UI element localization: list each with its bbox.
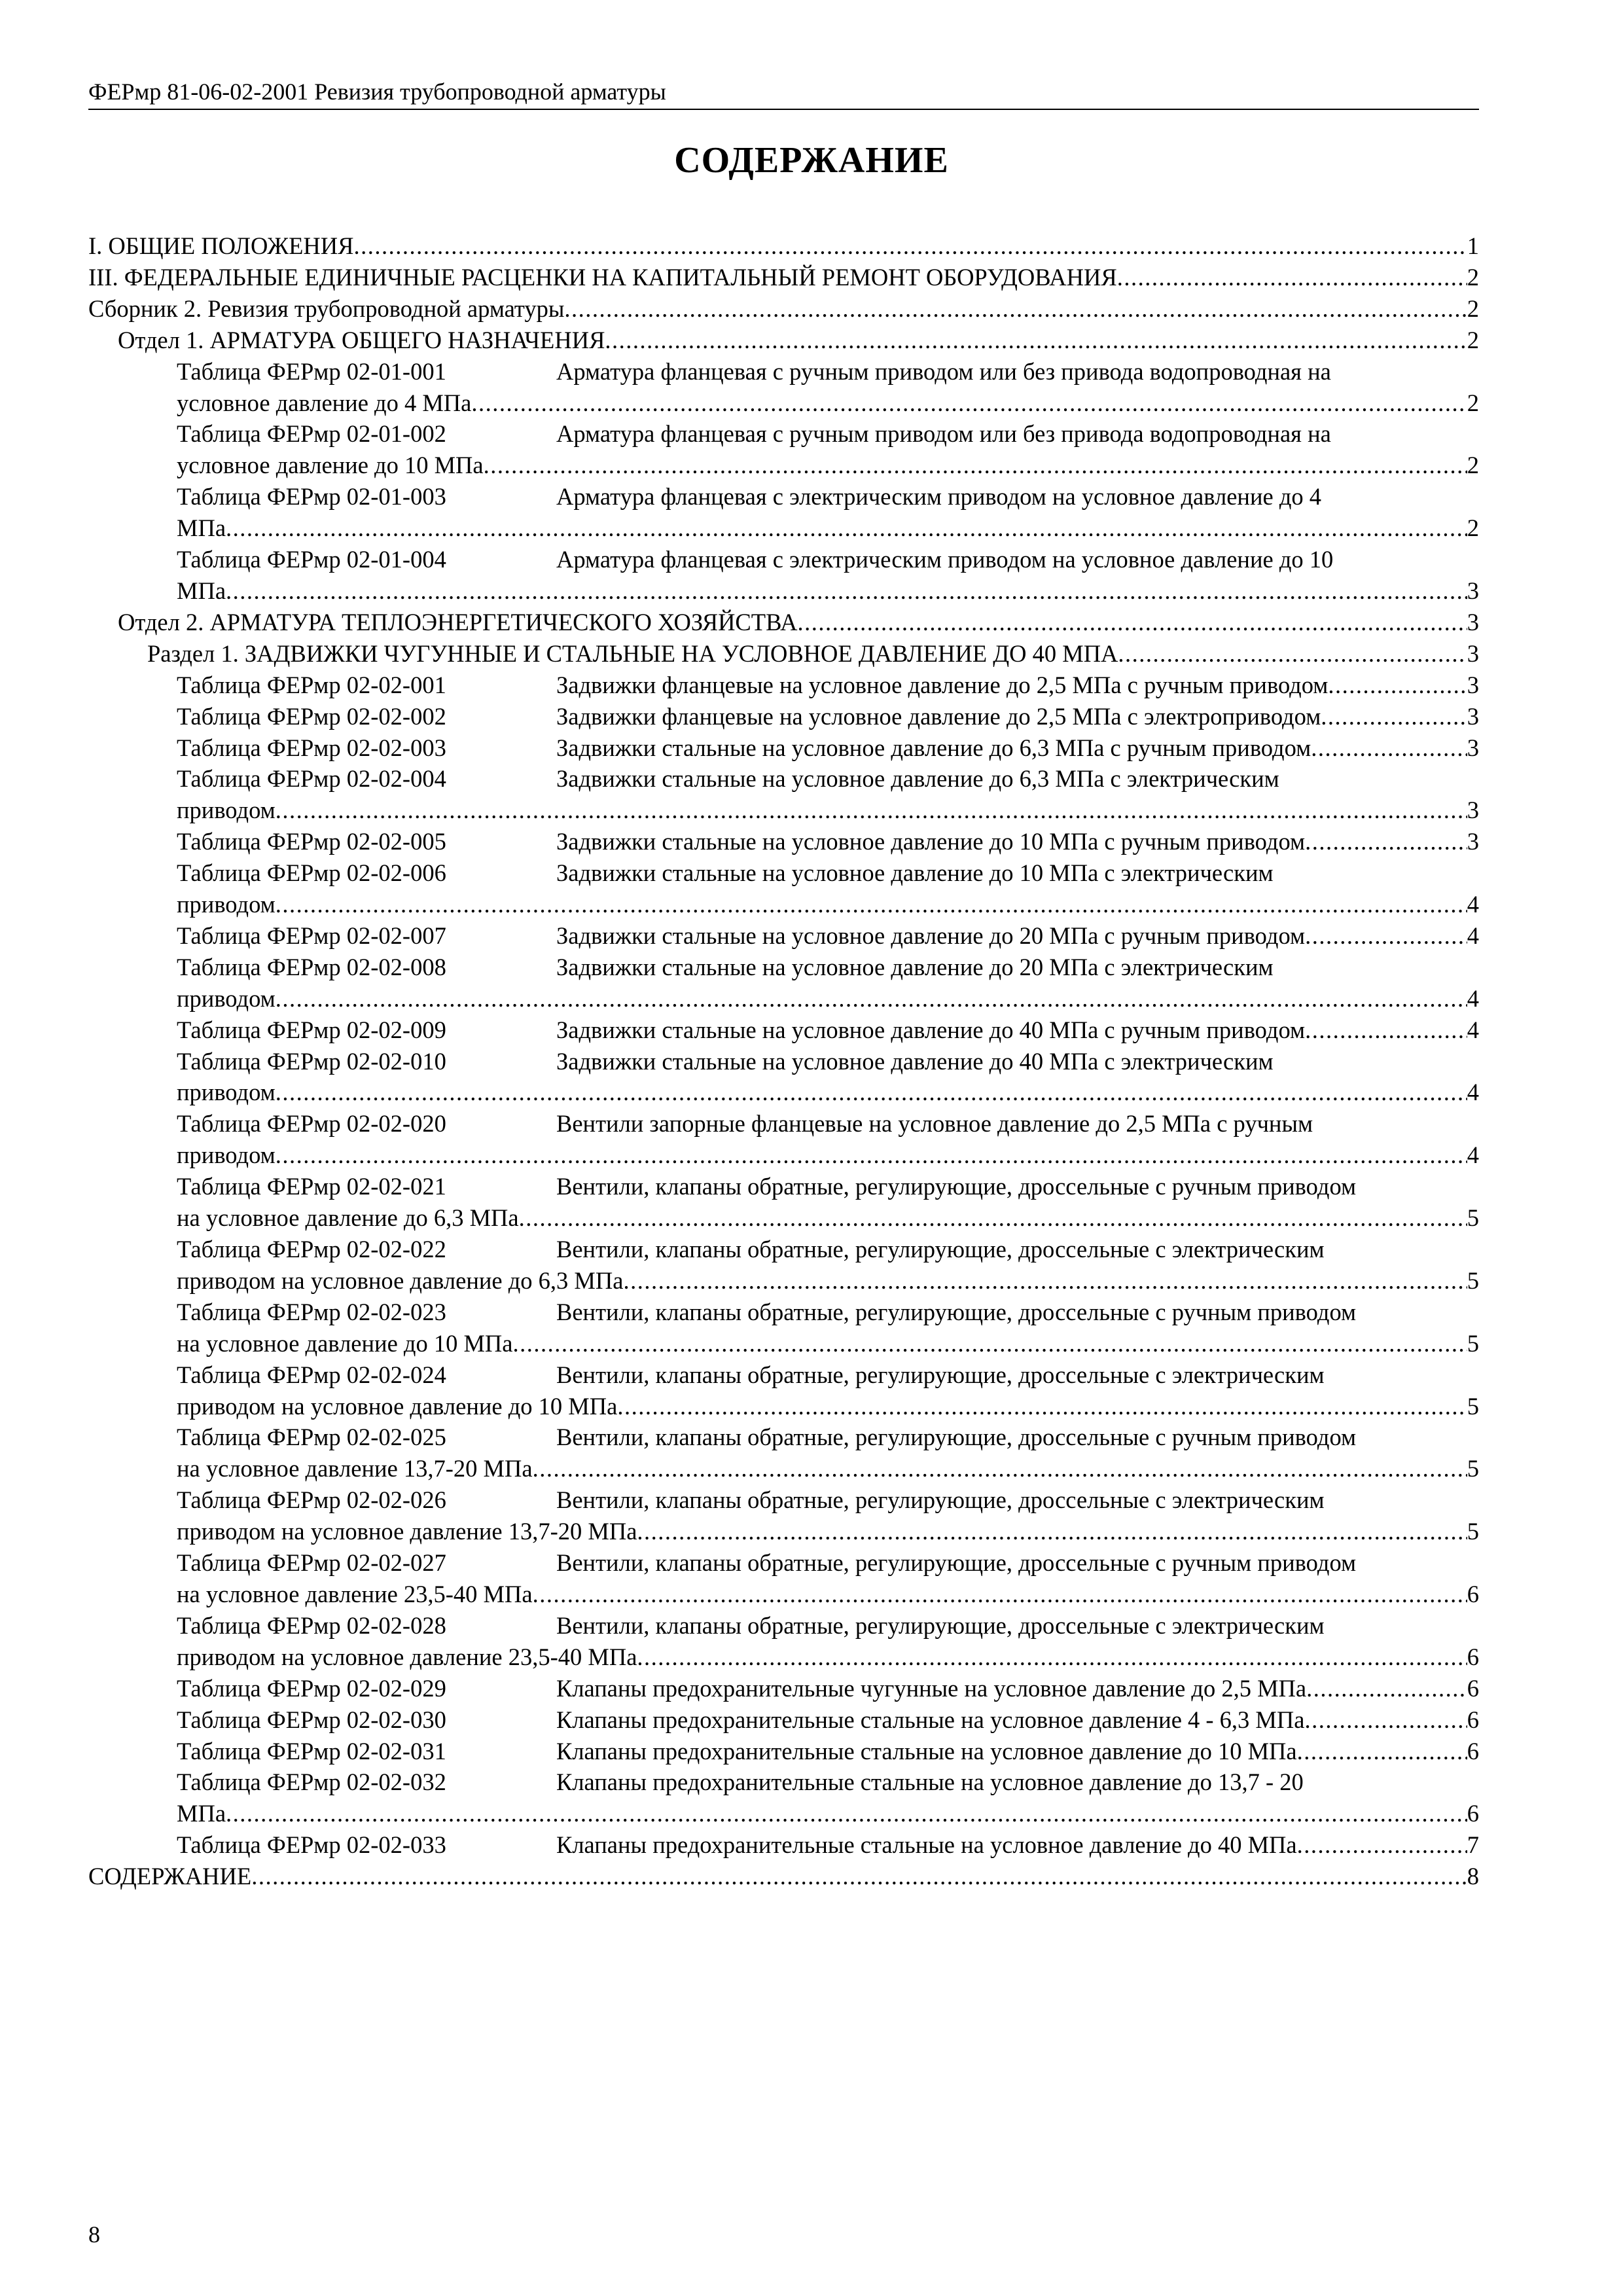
table-description: Арматура фланцевая с электрическим приводом на условное давление до 10 [556, 546, 1334, 573]
toc-page-number: 8 [1467, 1863, 1479, 1890]
toc-page-number: 5 [1467, 1266, 1479, 1294]
leader-dots [1297, 1736, 1467, 1767]
table-description-continued: приводом на условное давление до 6,3 МПа [177, 1266, 624, 1294]
table-code: Таблица ФЕРмр 02-02-001 [177, 671, 446, 698]
table-code: Таблица ФЕРмр 02-02-003 [177, 734, 446, 761]
table-code: Таблица ФЕРмр 02-02-033 [177, 1831, 446, 1859]
table-description: Клапаны предохранительные стальные на условное давление до 10 МПа [556, 1737, 1297, 1765]
table-code: Таблица ФЕРмр 02-02-030 [177, 1706, 446, 1733]
table-code: Таблица ФЕРмр 02-01-001 [177, 357, 446, 385]
table-code: Таблица ФЕРмр 02-02-004 [177, 765, 446, 793]
toc-page-number: 3 [1467, 797, 1479, 824]
table-description-continued: приводом [177, 1141, 276, 1169]
toc-table-entry[interactable] [88, 1359, 1479, 1422]
table-description-continued: на условное давление 23,5-40 МПа [177, 1580, 533, 1607]
table-description-continued: приводом на условное давление 13,7-20 МПа [177, 1518, 637, 1545]
table-description: Задвижки стальные на условное давление до 20 МПа с ручным приводом [556, 922, 1306, 949]
toc-entry-title: Раздел 1. ЗАДВИЖКИ ЧУГУННЫЕ И СТАЛЬНЫЕ НА УСЛОВНОЕ ДАВЛЕНИЕ ДО 40 МПА [147, 639, 1118, 667]
toc-page-number: 5 [1467, 1204, 1479, 1232]
leader-dots [533, 1579, 1467, 1610]
leader-dots [1305, 826, 1467, 857]
toc-table-entry[interactable] [88, 481, 1479, 544]
table-code: Таблица ФЕРмр 02-01-002 [177, 420, 446, 448]
leader-dots [1304, 1704, 1467, 1736]
toc-table-entry[interactable] [88, 544, 1479, 607]
table-description-continued: приводом [177, 1079, 276, 1106]
table-code: Таблица ФЕРмр 02-02-021 [177, 1173, 446, 1200]
table-code: Таблица ФЕРмр 02-02-028 [177, 1611, 446, 1639]
toc-table-entry[interactable] [88, 1673, 1479, 1704]
table-description: Вентили, клапаны обратные, регулирующие, дроссельные с ручным приводом [556, 1549, 1357, 1577]
leader-dots [1118, 638, 1467, 670]
toc-page-number: 6 [1467, 1706, 1479, 1733]
table-description-continued: на условное давление до 10 МПа [177, 1329, 513, 1357]
toc-page-number: 4 [1467, 984, 1479, 1012]
toc-page-number: 2 [1467, 295, 1479, 322]
toc-entry[interactable] [88, 262, 1479, 293]
table-description-continued: приводом на условное давление 23,5-40 МПа [177, 1643, 637, 1670]
leader-dots [1328, 670, 1467, 701]
toc-page-number: 3 [1467, 828, 1479, 855]
toc-entry-title: I. ОБЩИЕ ПОЛОЖЕНИЯ [88, 232, 354, 259]
table-description: Задвижки фланцевые на условное давление до 2,5 МПа с электроприводом [556, 702, 1321, 730]
running-header [88, 77, 1479, 110]
table-description-continued: приводом [177, 891, 276, 918]
toc-page-number: 5 [1467, 1518, 1479, 1545]
page-number: 8 [88, 2221, 100, 2248]
leader-dots [1305, 1014, 1467, 1046]
page-title: СОДЕРЖАНИЕ [674, 140, 949, 181]
table-description-continued: условное давление до 10 МПа [177, 452, 484, 479]
table-description: Задвижки фланцевые на условное давление до 2,5 МПа с ручным приводом [556, 671, 1329, 698]
toc-entry-title: СОДЕРЖАНИЕ [88, 1863, 252, 1890]
toc-entry[interactable] [88, 325, 1479, 356]
leader-dots [226, 575, 1467, 607]
toc-table-entry[interactable] [88, 1736, 1479, 1767]
table-code: Таблица ФЕРмр 02-02-008 [177, 953, 446, 980]
toc-table-entry[interactable] [88, 1014, 1479, 1046]
toc-page-number: 6 [1467, 1674, 1479, 1702]
table-description: Вентили запорные фланцевые на условное давление до 2,5 МПа с ручным [556, 1110, 1313, 1138]
table-description: Вентили, клапаны обратные, регулирующие, дроссельные с электрическим [556, 1361, 1325, 1388]
table-description-continued: приводом [177, 984, 276, 1012]
toc-entry-title: III. ФЕДЕРАЛЬНЫЕ ЕДИНИЧНЫЕ РАСЦЕНКИ НА КАПИТАЛЬНЫЙ РЕМОНТ ОБОРУДОВАНИЯ [88, 263, 1117, 291]
leader-dots [1311, 732, 1467, 764]
toc-table-entry[interactable] [88, 857, 1479, 920]
leader-dots [519, 1202, 1467, 1234]
toc-page-number: 2 [1467, 452, 1479, 479]
table-code: Таблица ФЕРмр 02-02-007 [177, 922, 446, 949]
table-code: Таблица ФЕРмр 02-01-004 [177, 546, 446, 573]
table-description: Вентили, клапаны обратные, регулирующие, дроссельные с ручным приводом [556, 1298, 1357, 1325]
table-description-continued: МПа [177, 577, 226, 604]
toc-table-entry[interactable] [88, 763, 1479, 826]
table-code: Таблица ФЕРмр 02-02-005 [177, 828, 446, 855]
table-code: Таблица ФЕРмр 02-02-009 [177, 1016, 446, 1043]
table-code: Таблица ФЕРмр 02-02-025 [177, 1424, 446, 1451]
leader-dots [637, 1516, 1467, 1547]
leader-dots [1297, 1829, 1467, 1861]
toc-table-entry[interactable] [88, 1234, 1479, 1297]
toc-page-number: 3 [1467, 639, 1479, 667]
table-description-continued: МПа [177, 514, 226, 542]
table-description: Задвижки стальные на условное давление до 10 МПа с электрическим [556, 859, 1274, 887]
toc-page-number: 6 [1467, 1800, 1479, 1827]
table-of-contents [88, 230, 1479, 1892]
running-title: ФЕРмр 81-06-02-2001 Ревизия трубопроводной арматуры [88, 79, 666, 105]
leader-dots [1321, 701, 1467, 732]
toc-table-entry[interactable] [88, 1046, 1479, 1109]
leader-dots [512, 1328, 1467, 1359]
table-description-continued: приводом [177, 797, 276, 824]
toc-table-entry[interactable] [88, 701, 1479, 732]
toc-page-number: 3 [1467, 702, 1479, 730]
toc-table-entry[interactable] [88, 1704, 1479, 1736]
table-code: Таблица ФЕРмр 02-02-006 [177, 859, 446, 887]
toc-page-number: 7 [1467, 1831, 1479, 1859]
toc-page-number: 2 [1467, 263, 1479, 291]
toc-entry-title: Отдел 1. АРМАТУРА ОБЩЕГО НАЗНАЧЕНИЯ [118, 326, 605, 353]
leader-dots [354, 230, 1467, 262]
toc-table-entry[interactable] [88, 920, 1479, 952]
toc-table-entry[interactable] [88, 1829, 1479, 1861]
table-code: Таблица ФЕРмр 02-02-002 [177, 702, 446, 730]
table-description: Вентили, клапаны обратные, регулирующие, дроссельные с электрическим [556, 1236, 1325, 1263]
toc-table-entry[interactable] [88, 1767, 1479, 1829]
table-description-continued: на условное давление 13,7-20 МПа [177, 1455, 533, 1482]
leader-dots [564, 293, 1467, 325]
leader-dots [623, 1265, 1467, 1297]
toc-table-entry[interactable] [88, 1484, 1479, 1547]
leader-dots [1306, 1673, 1467, 1704]
table-description: Вентили, клапаны обратные, регулирующие, дроссельные с ручным приводом [556, 1173, 1357, 1200]
toc-page-number: 5 [1467, 1329, 1479, 1357]
leader-dots [484, 450, 1467, 481]
toc-page-number: 2 [1467, 326, 1479, 353]
table-code: Таблица ФЕРмр 02-01-003 [177, 483, 446, 511]
toc-page-number: 3 [1467, 608, 1479, 636]
toc-entry[interactable] [88, 1861, 1479, 1892]
leader-dots [1117, 262, 1467, 293]
toc-page-number: 2 [1467, 389, 1479, 416]
table-description-continued: МПа [177, 1800, 226, 1827]
table-code: Таблица ФЕРмр 02-02-029 [177, 1674, 446, 1702]
toc-page-number: 6 [1467, 1737, 1479, 1765]
table-description: Арматура фланцевая с ручным приводом или без привода водопроводная на [556, 357, 1331, 385]
toc-table-entry[interactable] [88, 732, 1479, 764]
table-code: Таблица ФЕРмр 02-02-024 [177, 1361, 446, 1388]
table-description-continued: условное давление до 4 МПа [177, 389, 472, 416]
leader-dots [276, 1139, 1467, 1171]
toc-page-number: 4 [1467, 922, 1479, 949]
leader-dots [276, 983, 1467, 1014]
table-description: Клапаны предохранительные стальные на условное давление до 13,7 - 20 [556, 1768, 1304, 1796]
toc-table-entry[interactable] [88, 1547, 1479, 1610]
toc-table-entry[interactable] [88, 826, 1479, 857]
toc-entry[interactable] [88, 607, 1479, 638]
leader-dots [471, 387, 1467, 419]
table-code: Таблица ФЕРмр 02-02-020 [177, 1110, 446, 1138]
toc-table-entry[interactable] [88, 1422, 1479, 1484]
table-description: Клапаны предохранительные стальные на условное давление 4 - 6,3 МПа [556, 1706, 1305, 1733]
toc-page-number: 3 [1467, 734, 1479, 761]
table-description: Задвижки стальные на условное давление до 10 МПа с ручным приводом [556, 828, 1306, 855]
table-description: Задвижки стальные на условное давление до 6,3 МПа с ручным приводом [556, 734, 1311, 761]
table-code: Таблица ФЕРмр 02-02-032 [177, 1768, 446, 1796]
toc-table-entry[interactable] [88, 670, 1479, 701]
toc-table-entry[interactable] [88, 1610, 1479, 1673]
toc-page-number: 3 [1467, 671, 1479, 698]
toc-page-number: 6 [1467, 1580, 1479, 1607]
table-description: Клапаны предохранительные стальные на условное давление до 40 МПа [556, 1831, 1297, 1859]
leader-dots [251, 1861, 1467, 1892]
toc-table-entry[interactable] [88, 1297, 1479, 1359]
table-description: Вентили, клапаны обратные, регулирующие, дроссельные с электрическим [556, 1611, 1325, 1639]
table-description: Задвижки стальные на условное давление до 20 МПа с электрическим [556, 953, 1274, 980]
table-code: Таблица ФЕРмр 02-02-023 [177, 1298, 446, 1325]
toc-page-number: 5 [1467, 1392, 1479, 1420]
toc-entry[interactable] [88, 293, 1479, 325]
toc-entry[interactable] [88, 638, 1479, 670]
leader-dots [797, 607, 1467, 638]
table-description: Задвижки стальные на условное давление до 6,3 МПа с электрическим [556, 765, 1279, 793]
toc-page-number: 3 [1467, 577, 1479, 604]
leader-dots [637, 1641, 1467, 1673]
table-description-continued: на условное давление до 6,3 МПа [177, 1204, 519, 1232]
table-description: Арматура фланцевая с ручным приводом или без привода водопроводная на [556, 420, 1331, 448]
leader-dots [276, 795, 1467, 826]
toc-table-entry[interactable] [88, 1108, 1479, 1171]
toc-entry-title: Сборник 2. Ревизия трубопроводной арматуры [88, 295, 565, 322]
table-description: Вентили, клапаны обратные, регулирующие, дроссельные с электрическим [556, 1486, 1325, 1514]
toc-table-entry[interactable] [88, 1171, 1479, 1234]
toc-page-number: 4 [1467, 1141, 1479, 1169]
table-code: Таблица ФЕРмр 02-02-031 [177, 1737, 446, 1765]
leader-dots [276, 1077, 1467, 1108]
toc-table-entry[interactable] [88, 418, 1479, 481]
leader-dots [1305, 920, 1467, 952]
toc-table-entry[interactable] [88, 356, 1479, 419]
toc-page-number: 4 [1467, 891, 1479, 918]
table-description-continued: приводом на условное давление до 10 МПа [177, 1392, 618, 1420]
toc-page-number: 2 [1467, 514, 1479, 542]
toc-page-number: 4 [1467, 1016, 1479, 1043]
leader-dots [276, 889, 1467, 920]
leader-dots [617, 1391, 1467, 1422]
table-description: Задвижки стальные на условное давление до 40 МПа с электрическим [556, 1047, 1274, 1075]
toc-page-number: 4 [1467, 1079, 1479, 1106]
toc-page-number: 6 [1467, 1643, 1479, 1670]
table-code: Таблица ФЕРмр 02-02-022 [177, 1236, 446, 1263]
table-code: Таблица ФЕРмр 02-02-010 [177, 1047, 446, 1075]
table-description: Задвижки стальные на условное давление до 40 МПа с ручным приводом [556, 1016, 1306, 1043]
toc-table-entry[interactable] [88, 952, 1479, 1014]
table-description: Вентили, клапаны обратные, регулирующие, дроссельные с ручным приводом [556, 1424, 1357, 1451]
leader-dots [226, 1798, 1467, 1829]
table-code: Таблица ФЕРмр 02-02-027 [177, 1549, 446, 1577]
toc-entry-title: Отдел 2. АРМАТУРА ТЕПЛОЭНЕРГЕТИЧЕСКОГО ХОЗЯЙСТВА [118, 608, 798, 636]
table-description: Арматура фланцевая с электрическим приводом на условное давление до 4 [556, 483, 1322, 511]
leader-dots [605, 325, 1467, 356]
toc-page-number: 5 [1467, 1455, 1479, 1482]
leader-dots [533, 1453, 1467, 1484]
table-description: Клапаны предохранительные чугунные на условное давление до 2,5 МПа [556, 1674, 1307, 1702]
table-code: Таблица ФЕРмр 02-02-026 [177, 1486, 446, 1514]
leader-dots [226, 512, 1467, 544]
toc-page-number: 1 [1467, 232, 1479, 259]
toc-entry[interactable] [88, 230, 1479, 262]
